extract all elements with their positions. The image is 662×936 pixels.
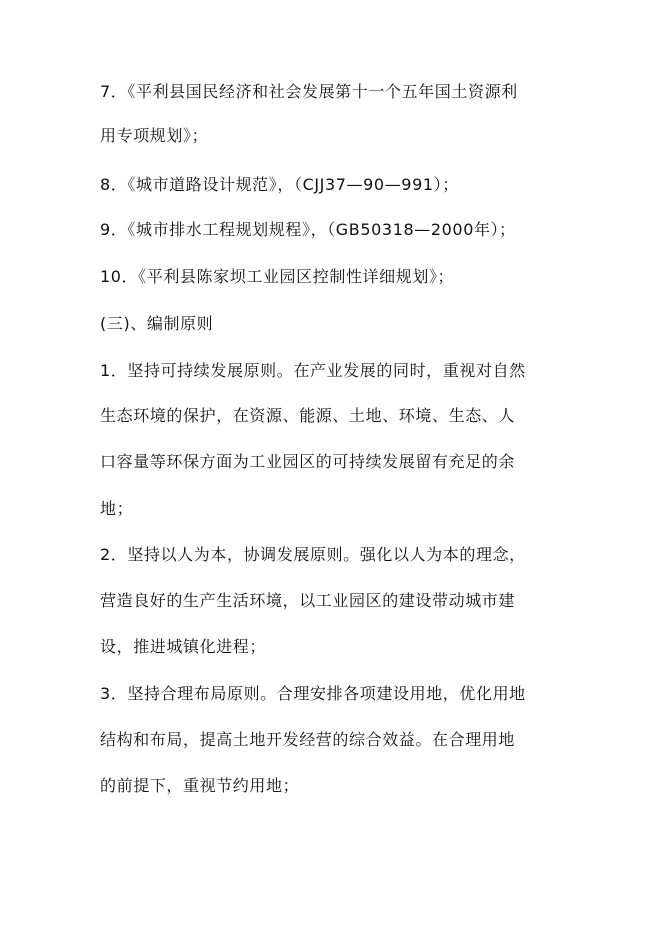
text-line-principle-1a: 1．坚持可持续发展原则。在产业发展的同时，重视对自然 — [100, 361, 526, 380]
text-line-principle-1c: 口容量等环保方面为工业园区的可持续发展留有充足的余 — [100, 452, 516, 471]
text-line-principle-1b: 生态环境的保护，在资源、能源、土地、环境、生态、人 — [100, 406, 516, 425]
text-line-ref-10: 10．《平利县陈家坝工业园区控制性详细规划》； — [100, 267, 455, 286]
text-line-ref-7a: 7．《平利县国民经济和社会发展第十一个五年国土资源利 — [100, 82, 518, 101]
text-line-principle-2c: 设，推进城镇化进程； — [100, 637, 267, 656]
text-line-principle-2a: 2．坚持以人为本，协调发展原则。强化以人为本的理念， — [100, 545, 526, 564]
text-line-ref-8: 8．《城市道路设计规范》，（CJJ37—90—991）； — [100, 175, 459, 194]
text-line-ref-7b: 用专项规划》； — [100, 126, 209, 145]
text-line-principle-3c: 的前提下，重视节约用地； — [100, 776, 300, 795]
section-heading: (三)、编制原则 — [100, 314, 214, 333]
text-line-ref-9: 9．《城市排水工程规划规程》，（GB50318—2000年）； — [100, 220, 516, 239]
text-line-principle-2b: 营造良好的生产生活环境，以工业园区的建设带动城市建 — [100, 591, 516, 610]
text-line-principle-1d: 地； — [100, 499, 134, 518]
text-line-principle-3a: 3．坚持合理布局原则。合理安排各项建设用地，优化用地 — [100, 684, 526, 703]
text-line-principle-3b: 结构和布局，提高土地开发经营的综合效益。在合理用地 — [100, 730, 516, 749]
